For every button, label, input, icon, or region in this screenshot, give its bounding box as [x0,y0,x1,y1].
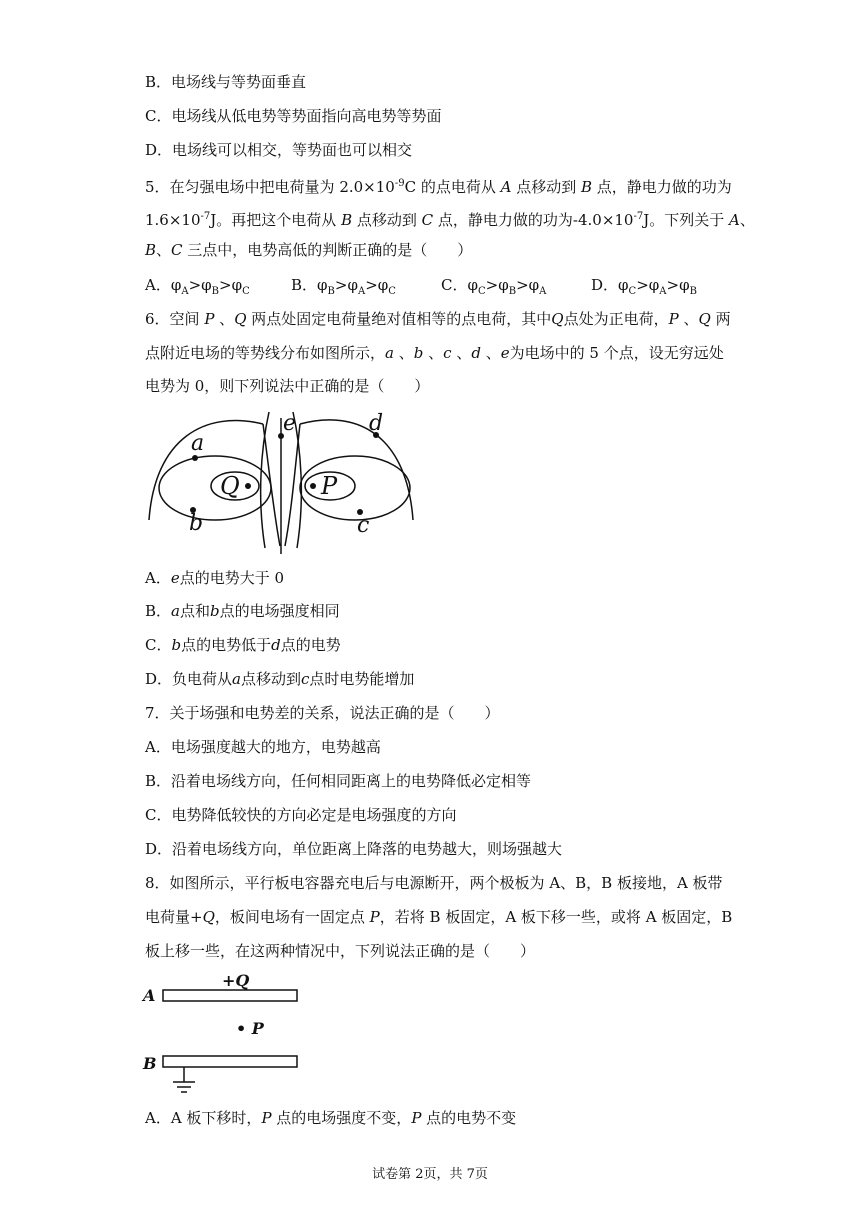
q5-stem-line1: 5．在匀强电场中把电荷量为 $2.0\times 10^{-9}C$ 的点电荷从 A 点移动到 B 点，静电力做的功为 [145,178,732,196]
q7-stem: 7．关于场强和电势差的关系，说法正确的是（ ） [145,704,500,722]
q6-stem-line1: 6．空间 P 、Q 两点处固定电荷量绝对值相等的点电荷，其中Q点处为正电荷，P 、Q 两 [145,310,731,328]
label-a: a [191,431,205,456]
ground-symbol [173,1067,195,1092]
q4-option-c: C．电场线从低电势等势面指向高电势等势面 [145,107,442,125]
q6-option-a: A．e点的电势大于 0 [145,569,285,587]
label-plate-a: A [143,986,156,1005]
charge-p-dot [310,483,316,489]
q5-option-a: A．$\varphi_A>\varphi_B>\varphi_C$ [145,276,250,297]
q8-stem-line3: 板上移一些，在这两种情况中，下列说法正确的是（ ） [145,942,536,960]
q6-option-b: B．a点和b点的电场强度相同 [145,602,340,620]
q7-option-a: A．电场强度越大的地方，电势越高 [145,738,381,756]
label-plate-b: B [143,1054,157,1073]
q4-option-d: D．电场线可以相交，等势面也可以相交 [145,141,413,159]
q5-options [145,275,697,302]
left-ellipse [159,456,271,520]
q4-option-b: B．电场线与等势面垂直 [145,73,307,91]
q6-stem-line3: 电势为 0，则下列说法中正确的是（ ） [145,377,430,395]
page-footer: 试卷第 2页，共 7页 [372,1167,488,1182]
label-q: Q [220,472,240,500]
plate-a [163,990,297,1001]
label-point-p: • P [236,1019,264,1038]
label-p: P [321,472,338,500]
label-c: c [357,513,370,538]
q5-option-c: C．$\varphi_C>\varphi_B>\varphi_A$ [441,276,547,297]
q5-stem-line2: $1.6\times 10^{-7}J$。再把这个电荷从 B 点移动到 C 点，静电力做的功为$-4.0\times 10^{-7}J$。下列关于 A、 [145,211,755,229]
q5-option-b: B．$\varphi_B>\varphi_A>\varphi_C$ [291,276,396,297]
q8-option-a: A．A 板下移时，P 点的电场强度不变，P 点的电势不变 [145,1109,517,1127]
outer-curve-right [300,420,413,520]
q7-option-d: D．沿着电场线方向，单位距离上降落的电势越大，则场强越大 [145,840,563,858]
label-charge: +Q [222,971,250,990]
plate-b [163,1056,297,1067]
q7-option-b: B．沿着电场线方向，任何相同距离上的电势降低必定相等 [145,772,532,790]
label-e: e [283,411,297,436]
capacitor-diagram [140,968,305,1100]
q6-option-d: D．负电荷从a点移动到c点时电势能增加 [145,670,415,688]
outer-curve-left [149,421,263,520]
q5-option-d: D．$\varphi_C>\varphi_A>\varphi_B$ [591,276,697,297]
q5-stem-line3: B、C 三点中，电势高低的判断正确的是（ ） [145,241,473,259]
label-b: b [189,511,204,536]
left-inner-curve-top [261,412,269,548]
q8-stem-line1: 8．如图所示，平行板电容器充电后与电源断开，两个极板为 A、B，B 板接地，A 板带 [145,874,723,892]
q6-stem-line2: 点附近电场的等势线分布如图所示，a 、b 、c 、d 、e为电场中的 5 个点，设无穷远处 [145,344,724,362]
q7-option-c: C．电势降低较快的方向必定是电场强度的方向 [145,806,457,824]
equipotential-diagram [145,408,420,556]
q8-stem-line2: 电荷量+Q，板间电场有一固定点 P，若将 B 板固定，A 板下移一些，或将 A 板固定，B [145,908,733,926]
label-d: d [369,411,384,436]
q6-option-c: C．b点的电势低于d点的电势 [145,636,341,654]
charge-q-dot [245,483,251,489]
